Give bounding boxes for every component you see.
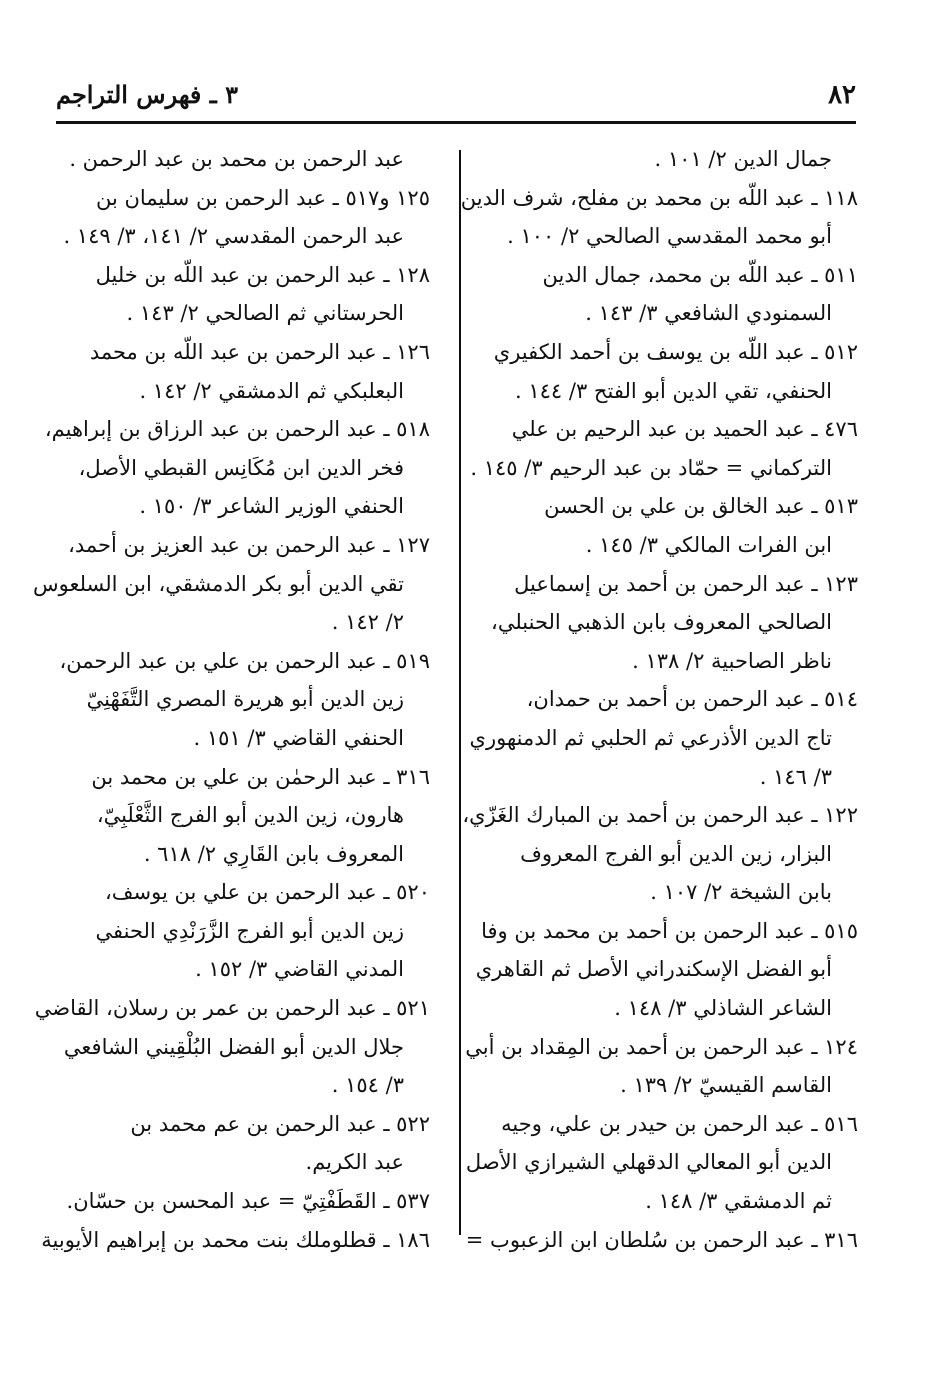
- index-entry: [462, 796, 858, 912]
- entry-continuation-line: الحرستاني ثم الصالحي ٢/ ١٤٣ .: [126, 301, 404, 326]
- index-entry: [460, 179, 858, 256]
- index-entry: [56, 758, 430, 874]
- entry-line: ١٢٨ ـ عبد الرحمن بن عبد اللّه بن خليل: [95, 262, 430, 287]
- entry-continuation-line: الحنفي، تقي الدين أبو الفتح ٣/ ١٤٤ .: [515, 378, 832, 403]
- entry-line: ٥٢٢ ـ عبد الرحمن بن عم محمد بن: [130, 1111, 430, 1136]
- entry-line: ٥١٤ ـ عبد الرحمن بن أحمد بن حمدان،: [526, 687, 858, 712]
- index-entry: [469, 680, 858, 796]
- index-entry: [56, 1105, 430, 1182]
- entry-line: ١٢٣ ـ عبد الرحمن بن أحمد بن إسماعيل: [514, 571, 858, 596]
- entry-continuation-line: البعلبكي ثم الدمشقي ٢/ ١٤٢ .: [139, 378, 404, 403]
- entry-continuation-line: الحنفي القاضي ٣/ ١٥١ .: [193, 725, 404, 750]
- entry-line: ٥٣٧ ـ القَطَفْتِيّ = عبد المحسن بن حسّان.: [66, 1189, 430, 1214]
- entry-line: ٥١٨ ـ عبد الرحمن بن عبد الرزاق بن إبراهيم،: [44, 417, 430, 442]
- header-rule: [56, 121, 856, 124]
- entry-continuation-line: الحنفي الوزير الشاعر ٣/ ١٥٠ .: [139, 494, 404, 519]
- index-entry: [44, 410, 430, 526]
- index-entry: [465, 1105, 858, 1221]
- entry-continuation-line: الدين أبو المعالي الدقهلي الشيرازي الأصل: [465, 1150, 832, 1175]
- entry-line: ٥١٦ ـ عبد الرحمن بن حيدر بن علي، وجيه: [501, 1111, 858, 1136]
- index-entry: [56, 642, 430, 758]
- index-entry: [56, 873, 430, 989]
- entry-continuation-line: ابن الفرات المالكي ٣/ ١٤٥ .: [585, 532, 832, 557]
- entry-line: ٥٢٠ ـ عبد الرحمن بن علي بن يوسف،: [105, 880, 430, 905]
- entry-continuation-line: المعروف بابن القَارِي ٢/ ٦١٨ .: [143, 841, 404, 866]
- index-entry: [56, 333, 430, 410]
- entry-continuation-line: تقي الدين أبو بكر الدمشقي، ابن السلعوس: [32, 571, 404, 596]
- entry-line: ١٢٥ و٥١٧ ـ عبد الرحمن بن سليمان بن: [95, 185, 430, 210]
- entry-continuation-line: أبو محمد المقدسي الصالحي ٢/ ١٠٠ .: [507, 224, 832, 249]
- entry-line: ٣١٦ ـ عبد الرحمٰن بن علي بن محمد بن: [91, 764, 430, 789]
- index-entry: [34, 989, 430, 1105]
- entry-line: ٥١٣ ـ عبد الخالق بن علي بن الحسن: [544, 494, 858, 519]
- entry-line: ١٢٦ ـ عبد الرحمن بن عبد اللّه بن محمد: [89, 339, 430, 364]
- index-entry: [56, 179, 430, 256]
- entry-line: ٤٧٦ ـ عبد الحميد بن عبد الرحيم بن علي: [511, 417, 858, 442]
- entry-continuation-line: ٢/ ١٤٢ .: [331, 610, 404, 635]
- index-entry: [475, 912, 858, 1028]
- index-entry: [484, 565, 858, 681]
- entry-continuation-line: السمنودي الشافعي ٣/ ١٤٣ .: [585, 301, 832, 326]
- page-number: ٨٢: [828, 80, 856, 110]
- entry-continuation-line: التركماني = حمّاد بن عبد الرحيم ٣/ ١٤٥ .: [470, 455, 832, 480]
- index-entry: [484, 487, 858, 564]
- entry-line: ٥٢١ ـ عبد الرحمن بن عمر بن رسلان، القاضي: [34, 996, 430, 1021]
- entry-continuation-line: فخر الدين ابن مُكَانِس القبطي الأصل،: [78, 455, 404, 480]
- entry-line: جمال الدين ٢/ ١٠١ .: [654, 147, 832, 171]
- entry-continuation-line: زين الدين أبو الفرج الزَّرَنْدِي الحنفي: [95, 918, 404, 943]
- index-entry: [56, 140, 430, 179]
- entry-continuation-line: بابن الشيخة ٢/ ١٠٧ .: [650, 880, 832, 905]
- right-column: [460, 140, 858, 1259]
- entry-continuation-line: ٣/ ١٤٦ .: [759, 764, 832, 789]
- entry-continuation-line: ثم الدمشقي ٣/ ١٤٨ .: [645, 1189, 832, 1214]
- index-entry: [484, 140, 858, 179]
- entry-continuation-line: الصالحي المعروف بابن الذهبي الحنبلي،: [491, 610, 832, 635]
- entry-line: ٥١١ ـ عبد اللّه بن محمد، جمال الدين: [542, 262, 858, 287]
- entry-line: ٣١٦ ـ عبد الرحمن بن سُلطان ابن الزعبوب =: [465, 1227, 858, 1252]
- page-header: [56, 74, 856, 114]
- entry-continuation-line: المدني القاضي ٣/ ١٥٢ .: [195, 957, 404, 982]
- entry-line: ١٢٧ ـ عبد الرحمن بن عبد العزيز بن أحمد،: [68, 532, 430, 557]
- entry-continuation-line: أبو الفضل الإسكندراني الأصل ثم القاهري: [475, 957, 832, 982]
- entry-continuation-line: عبد الكريم.: [305, 1150, 404, 1175]
- left-column: [32, 140, 430, 1259]
- column-divider: [459, 150, 461, 1235]
- entry-continuation-line: جلال الدين أبو الفضل البُلْقِيني الشافعي: [63, 1034, 404, 1059]
- entry-continuation-line: عبد الرحمن المقدسي ٢/ ١٤١، ٣/ ١٤٩ .: [63, 224, 404, 249]
- index-entry: [470, 410, 858, 487]
- entry-continuation-line: زين الدين أبو هريرة المصري التَّفَهْنِيّ: [86, 687, 404, 712]
- entry-line: عبد الرحمن بن محمد بن عبد الرحمن .: [69, 147, 404, 171]
- index-entry: [56, 1182, 430, 1221]
- index-entry: [56, 256, 430, 333]
- entry-line: ٥١٢ ـ عبد اللّه بن يوسف بن أحمد الكفيري: [493, 339, 858, 364]
- section-title: ٣ ـ فهرس التراجم: [56, 80, 239, 109]
- entry-line: ١٨٦ ـ قطلوملك بنت محمد بن إبراهيم الأيوبية: [41, 1227, 430, 1252]
- entry-line: ١١٨ ـ عبد اللّه بن محمد بن مفلح، شرف الدين: [460, 185, 858, 210]
- entry-continuation-line: البزار، زين الدين أبو الفرج المعروف: [520, 841, 832, 866]
- index-entry: [484, 333, 858, 410]
- index-entry: [32, 526, 430, 642]
- entry-line: ١٢٢ ـ عبد الرحمن بن أحمد بن المبارك الغَزّي،: [462, 803, 858, 828]
- entry-continuation-line: ٣/ ١٥٤ .: [331, 1073, 404, 1098]
- index-entry: [41, 1221, 430, 1260]
- entry-continuation-line: هارون، زين الدين أبو الفرج الثَّعْلَبِيّ،: [96, 803, 404, 828]
- entry-line: ٥١٩ ـ عبد الرحمن بن علي بن عبد الرحمن،: [59, 648, 430, 673]
- entry-line: ٥١٥ ـ عبد الرحمن بن أحمد بن محمد بن وفا: [481, 918, 858, 943]
- entry-line: ١٢٤ ـ عبد الرحمن بن أحمد بن المِقداد بن أبي: [465, 1034, 858, 1059]
- index-entry: [484, 256, 858, 333]
- index-entry: [465, 1221, 858, 1260]
- entry-continuation-line: الشاعر الشاذلي ٣/ ١٤٨ .: [614, 996, 832, 1021]
- entry-continuation-line: تاج الدين الأذرعي ثم الحلبي ثم الدمنهوري: [469, 725, 832, 750]
- index-entry: [465, 1028, 858, 1105]
- entry-continuation-line: ناظر الصاحبية ٢/ ١٣٨ .: [632, 648, 832, 673]
- entry-continuation-line: القاسم القيسيّ ٢/ ١٣٩ .: [620, 1073, 832, 1098]
